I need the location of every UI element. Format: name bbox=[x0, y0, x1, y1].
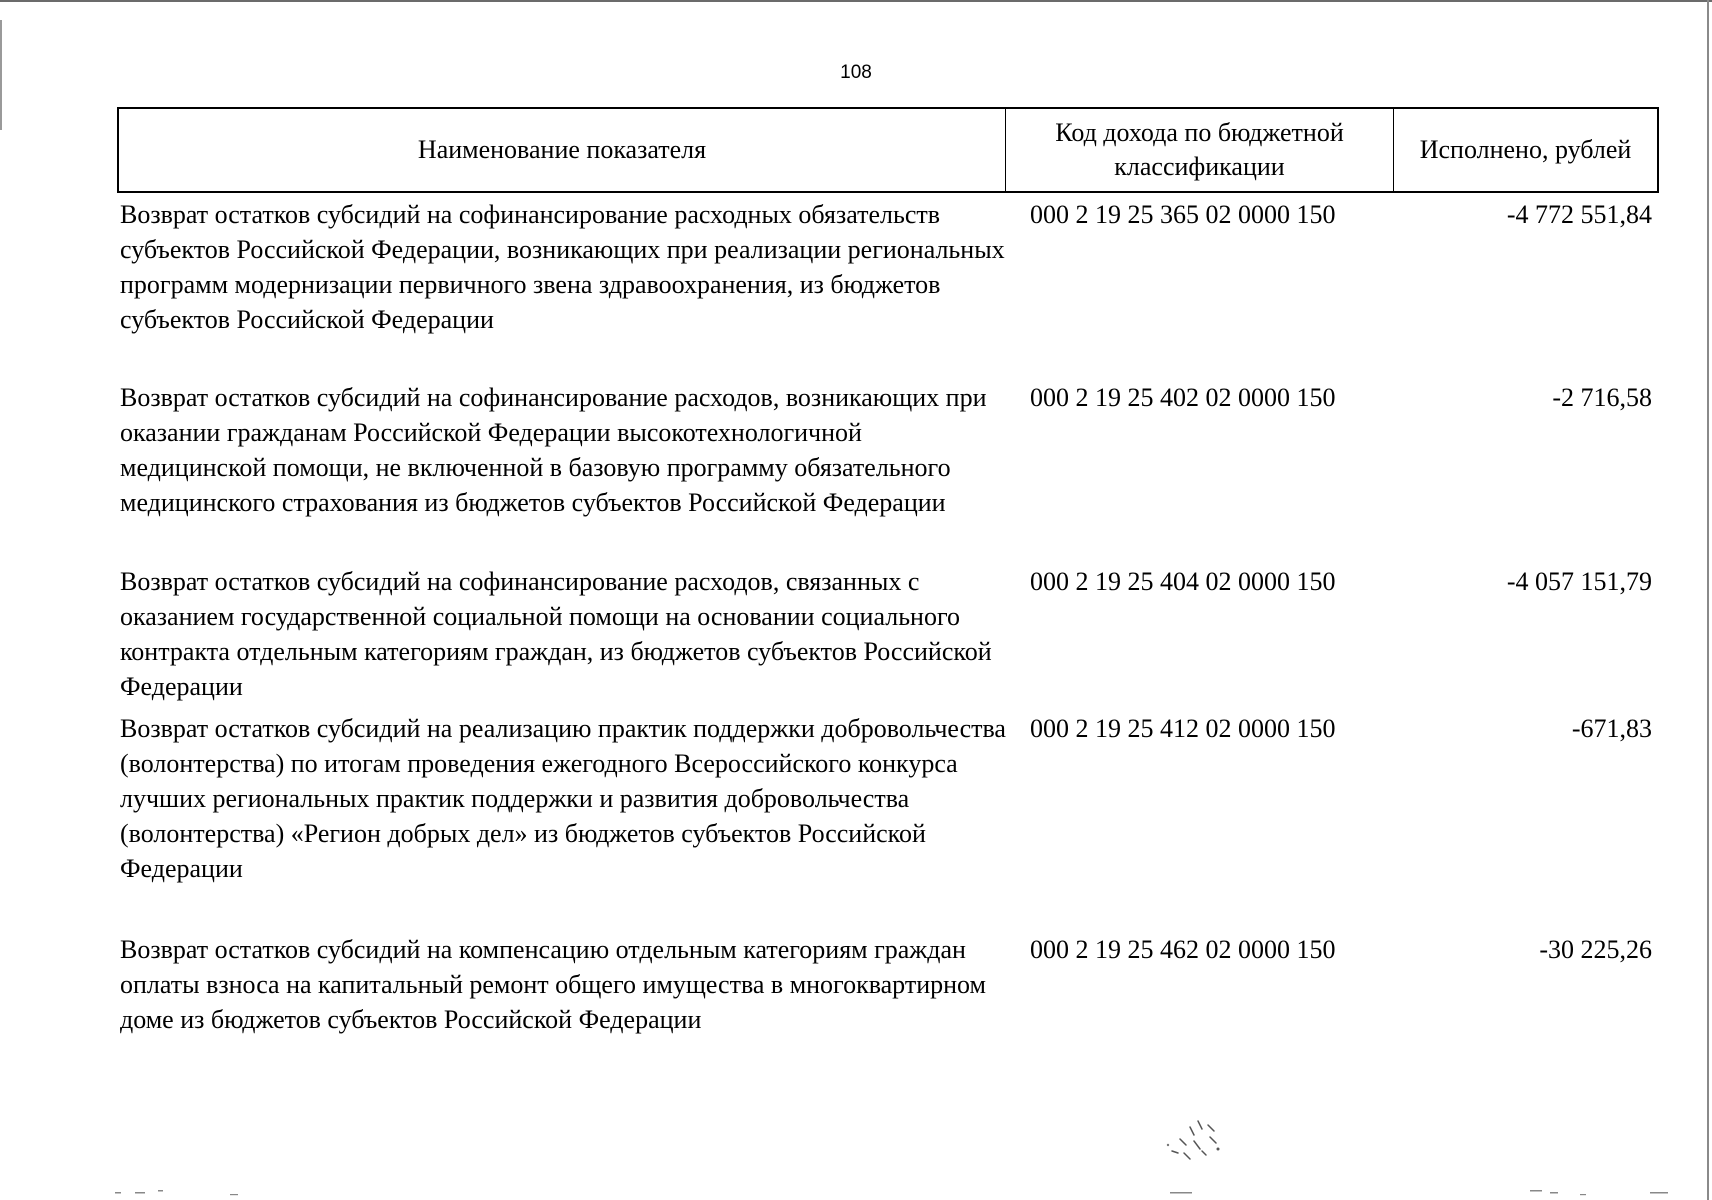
page-number: 108 bbox=[840, 62, 872, 83]
row-code: 000 2 19 25 365 02 0000 150 bbox=[1030, 200, 1336, 229]
row-amount: -30 225,26 bbox=[1539, 935, 1652, 964]
row-name: Возврат остатков субсидий на реализацию практик поддержки добровольчества (волонтерства) по итогам проведения ежегодного Всероссийского конкурса лучших региональных практик поддержки и развития добровольчества (волонтерства) «Регион добрых дел» из бюджетов субъектов Российской Федерации bbox=[120, 714, 1006, 883]
row-amount: -2 716,58 bbox=[1552, 383, 1652, 412]
row-name: Возврат остатков субсидий на компенсацию отдельным категориям граждан оплаты взноса на капитальный ремонт общего имущества в многоквартирном доме из бюджетов субъектов Российской Федерации bbox=[120, 935, 986, 1034]
row-name: Возврат остатков субсидий на софинансирование расходов, связанных с оказанием государственной социальной помощи на основании социального контракта отдельным категориям граждан, из бюджетов субъектов Российской Федерации bbox=[120, 567, 992, 701]
row-amount: -4 057 151,79 bbox=[1506, 567, 1652, 596]
scan-border-right bbox=[1707, 0, 1709, 1200]
row-code: 000 2 19 25 462 02 0000 150 bbox=[1030, 935, 1336, 964]
header-name-column: Наименование показателя bbox=[119, 109, 1006, 191]
table-header bbox=[117, 107, 1659, 193]
scan-stamp-mark bbox=[1150, 1115, 1230, 1165]
row-name: Возврат остатков субсидий на софинансирование расходных обязательств субъектов Российской Федерации, возникающих при реализации региональных программ модернизации первичного звена здравоохранения, из бюджетов субъектов Российской Федерации bbox=[120, 200, 1005, 334]
row-name: Возврат остатков субсидий на софинансирование расходов, возникающих при оказании гражданам Российской Федерации высокотехнологичной медицинской помощи, не включенной в базовую программу обязательного медицинского страхования из бюджетов субъектов Российской Федерации bbox=[120, 383, 987, 517]
row-amount: -671,83 bbox=[1571, 714, 1652, 743]
row-amount: -4 772 551,84 bbox=[1506, 200, 1652, 229]
row-code: 000 2 19 25 402 02 0000 150 bbox=[1030, 383, 1336, 412]
scan-noise bbox=[0, 1180, 1712, 1200]
row-code: 000 2 19 25 412 02 0000 150 bbox=[1030, 714, 1336, 743]
header-code-column: Код дохода по бюджетной классификации bbox=[1006, 109, 1394, 191]
header-amount-column: Исполнено, рублей bbox=[1419, 135, 1632, 164]
row-code: 000 2 19 25 404 02 0000 150 bbox=[1030, 567, 1336, 596]
scan-border-top bbox=[0, 0, 1712, 2]
